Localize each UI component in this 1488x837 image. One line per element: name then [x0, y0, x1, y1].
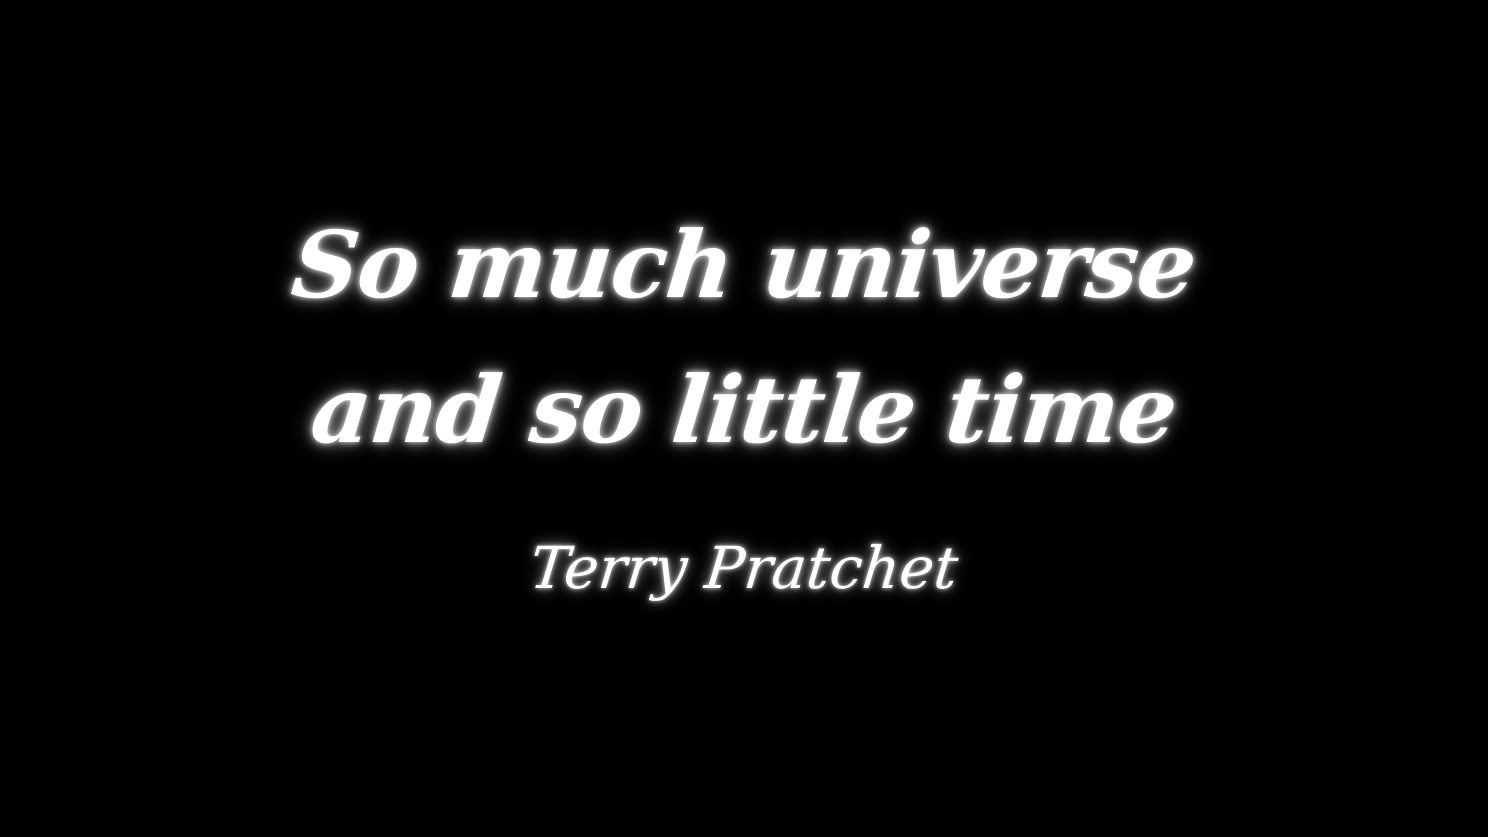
quote-author: Terry Pratchet — [526, 534, 962, 602]
quote-line-2: and so little time — [306, 356, 1182, 464]
quote-line-1: So much universe — [287, 211, 1201, 319]
